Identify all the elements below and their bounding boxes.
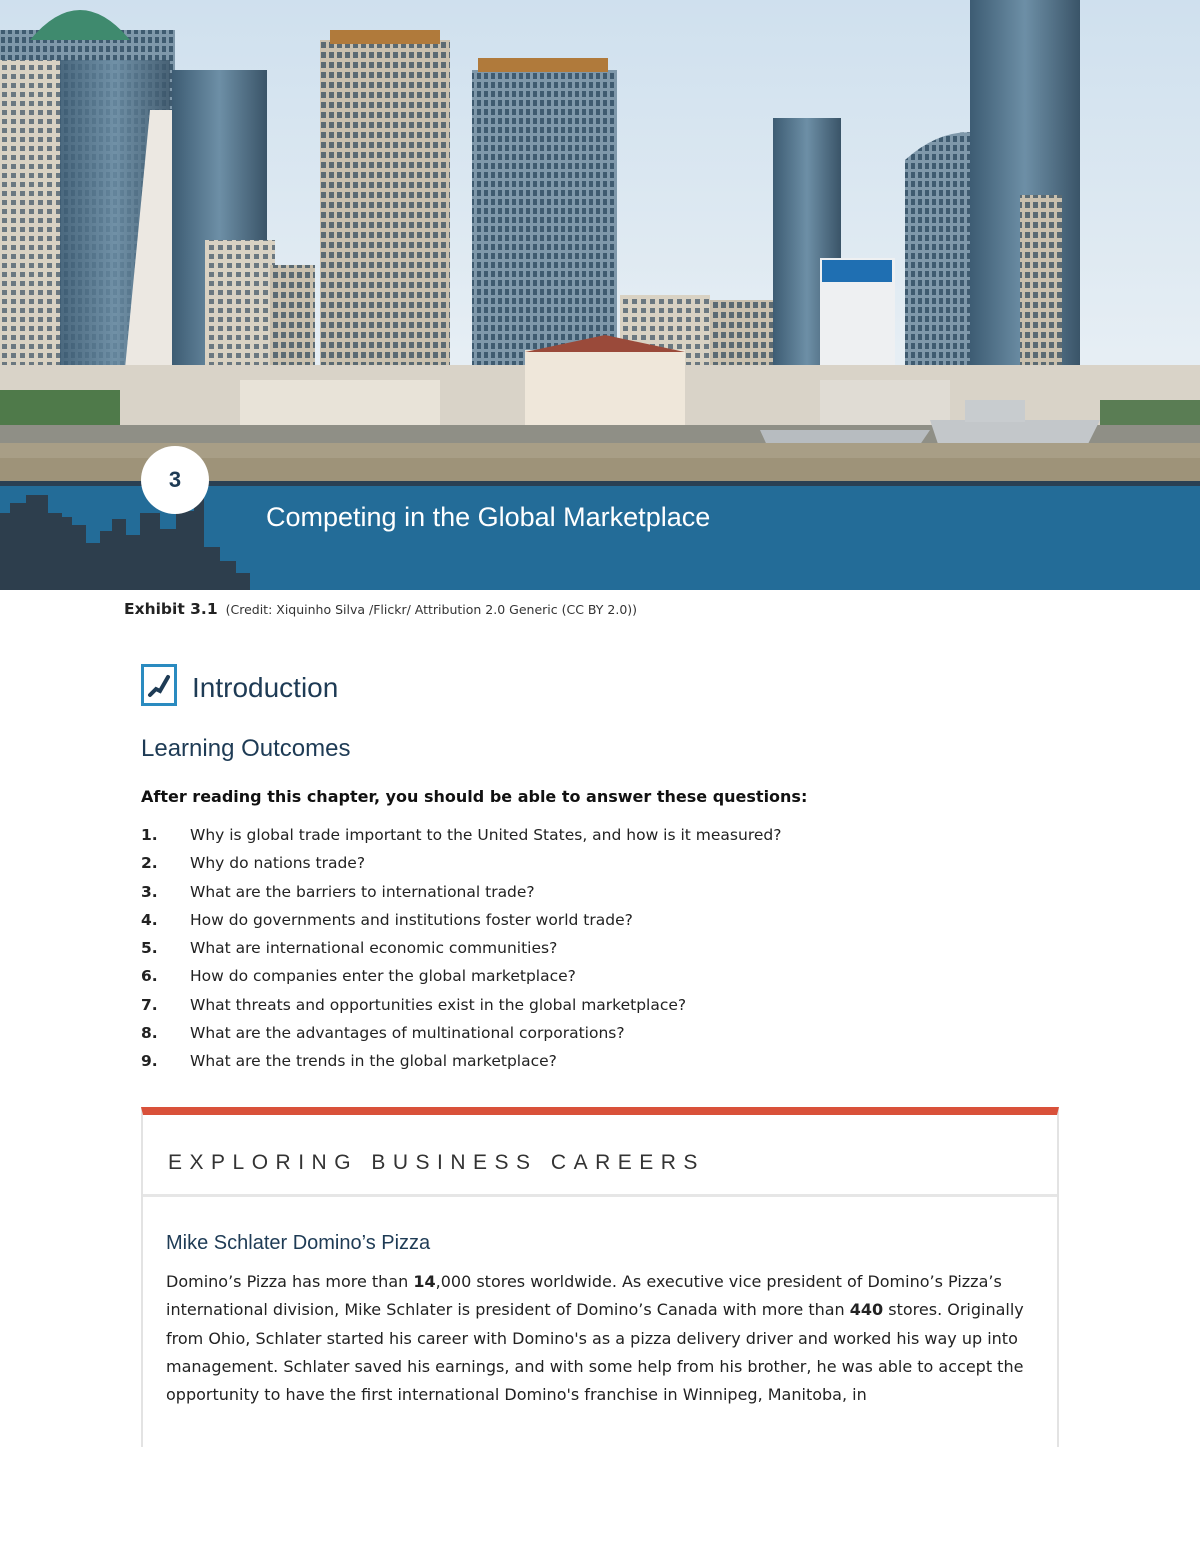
exhibit-credit: (Credit: Xiquinho Silva /Flickr/ Attribution 2.0 Generic (CC BY 2.0))	[225, 602, 638, 617]
list-item: 9. What are the trends in the global marketplace?	[141, 1052, 557, 1071]
exhibit-caption	[124, 600, 637, 618]
list-item: 5. What are international economic communities?	[141, 939, 558, 958]
chapter-number-badge: 3	[141, 446, 209, 514]
list-item: 3. What are the barriers to international trade?	[141, 882, 535, 901]
list-item: 7. What threats and opportunities exist in the global marketplace?	[141, 995, 687, 1014]
chapter-title: Competing in the Global Marketplace	[266, 502, 711, 532]
feature-subtitle: Mike Schlater Domino’s Pizza	[166, 1232, 431, 1254]
introduction-heading: Introduction	[192, 672, 339, 703]
exploring-business-careers-box	[141, 1107, 1059, 1447]
learning-outcomes-lead: After reading this chapter, you should be able to answer these questions:	[141, 787, 808, 806]
skyline-photo-illustration	[0, 0, 1200, 481]
list-item: 2. Why do nations trade?	[141, 854, 366, 873]
banner-skyline-graphic	[0, 485, 252, 590]
feature-body: Domino’s Pizza has more than 14,000 stores worldwide. As executive vice president of Domino’s Pizza’s international division, Mike Schlater is president of Domino’s Canada with more than 440 stores. Originally from Ohio, Schlater started his career with Domino's as a pizza delivery driver and worked his way up into management. Schlater saved his earnings, and with some help from his brother, he was able to accept the opportunity to have the first international Domino's franchise in Winnipeg, Manitoba, in	[166, 1272, 1024, 1405]
list-item: 1. Why is global trade important to the United States, and how is it measured?	[141, 826, 782, 844]
hero-photo	[0, 0, 1200, 481]
feature-label: EXPLORING BUSINESS CAREERS	[168, 1151, 705, 1174]
list-item: 4. How do governments and institutions foster world trade?	[141, 910, 633, 929]
learning-outcomes-heading: Learning Outcomes	[141, 735, 351, 762]
learning-outcomes-list	[141, 826, 781, 1081]
checkmark-icon	[141, 664, 177, 706]
list-item: 6. How do companies enter the global marketplace?	[141, 967, 576, 986]
exhibit-label: Exhibit 3.1	[124, 600, 218, 618]
list-item: 8. What are the advantages of multinational corporations?	[141, 1024, 625, 1043]
